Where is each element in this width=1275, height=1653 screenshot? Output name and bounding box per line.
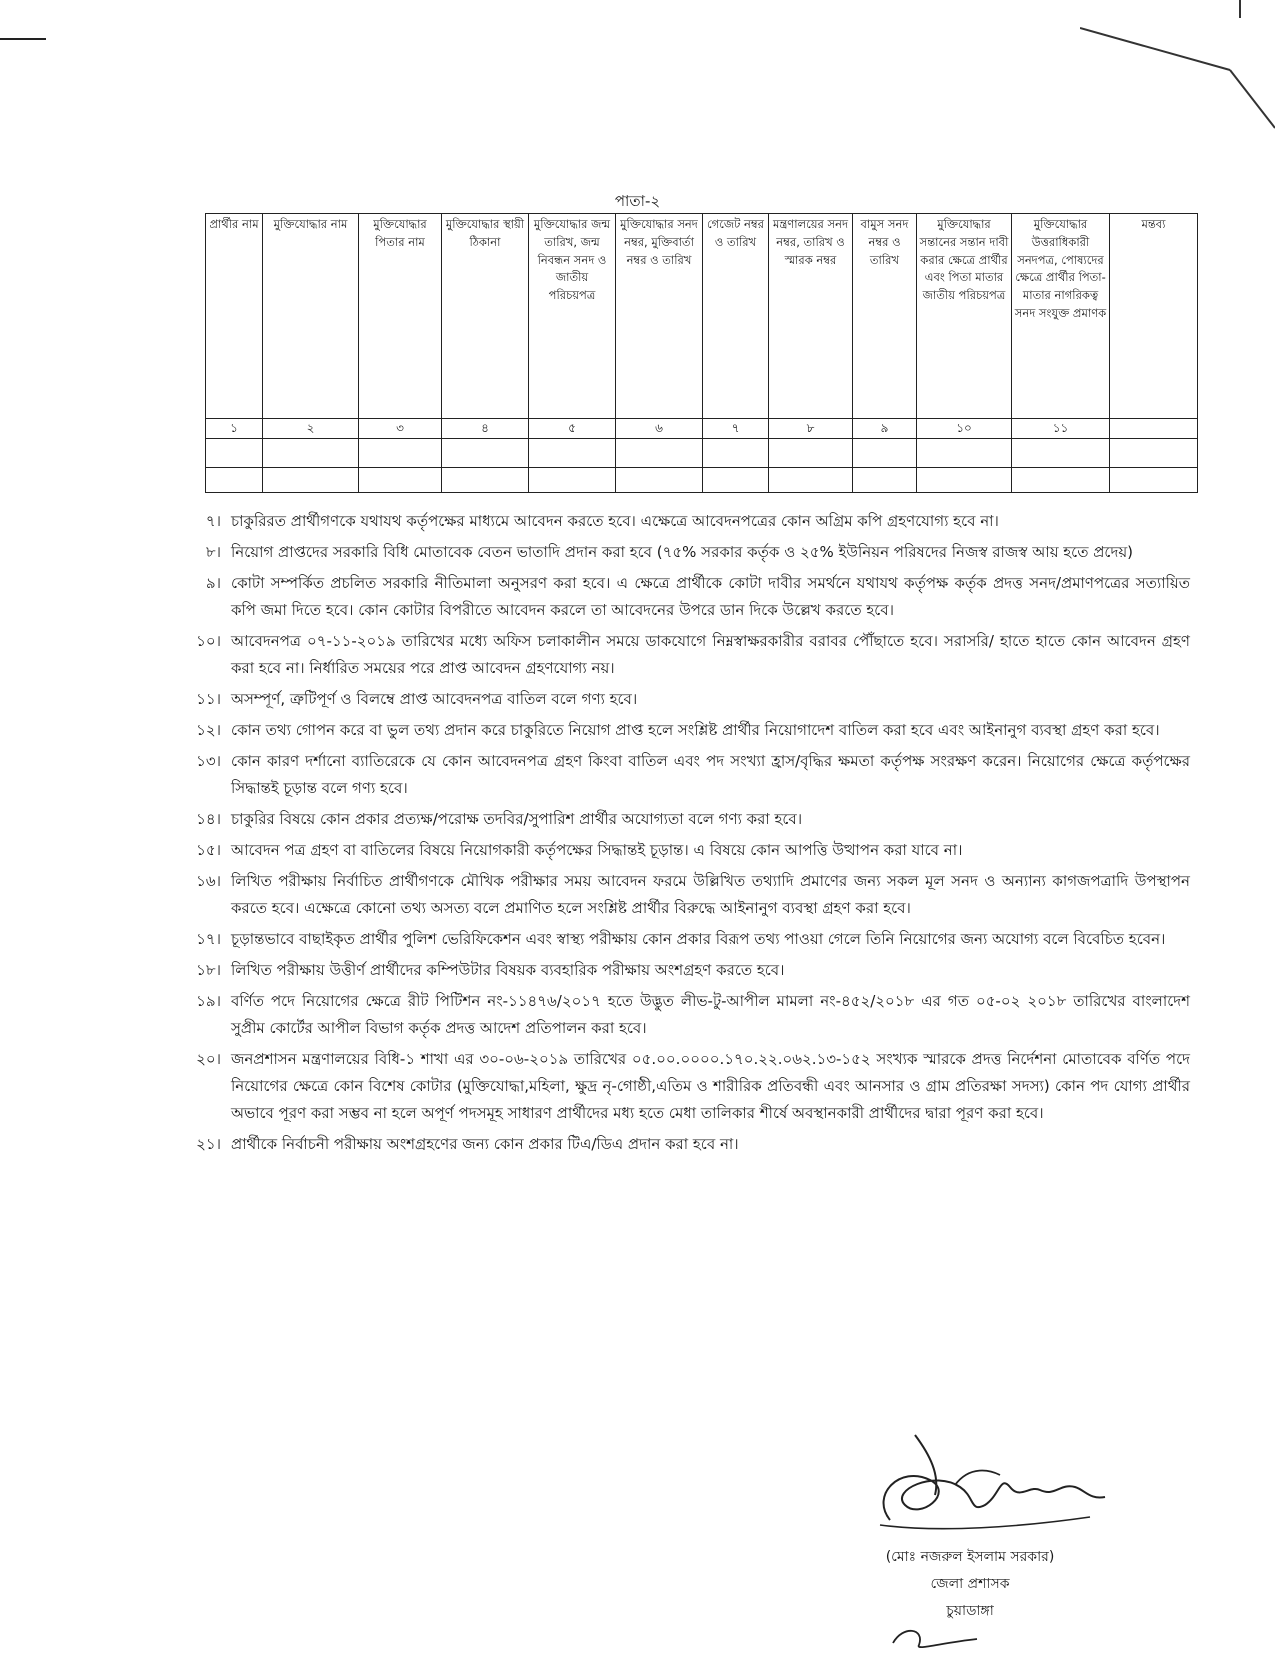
list-item — [175, 570, 1190, 624]
page-number-label: পাতা-২ — [614, 192, 661, 210]
item-number: ৯। — [205, 574, 221, 592]
column-number-cell: ৫ — [529, 419, 616, 439]
table-cell — [263, 467, 359, 492]
table-header-row — [206, 214, 1198, 419]
table-header-cell: মুক্তিযোদ্ধার সনদ নম্বর, মুক্তিবার্তা নম্বর ও তারিখ — [616, 214, 703, 419]
table-cell — [853, 438, 917, 467]
column-number-cell: ২ — [263, 419, 359, 439]
list-item — [175, 806, 1190, 833]
item-text: বর্ণিত পদে নিয়োগের ক্ষেত্রে রীট পিটিশন নং-১১৪৭৬/২০১৭ হতে উদ্ভুত লীভ-টু-আপীল মামলা নং-৪৫২/২০১৮ এর গত ০৫-০২ ২০১৮ তারিখের বাংলাদেশ সুপ্রীম কোর্টের আপীল বিভাগ কর্তৃক প্রদত্ত আদেশ প্রতিপালন করা হবে। — [231, 992, 1190, 1037]
table-cell — [206, 438, 263, 467]
item-text: চূড়ান্তভাবে বাছাইকৃত প্রার্থীর পুলিশ ভেরিফিকেশন এবং স্বাস্থ্য পরীক্ষায় কোন প্রকার বিরূপ তথ্য পাওয়া গেলে তিনি নিয়োগের জন্য অযোগ্য বলে বিবেচিত হবেন। — [231, 930, 1166, 948]
table-cell — [442, 438, 529, 467]
list-item — [175, 748, 1190, 802]
table-header-cell: প্রার্থীর নাম — [206, 214, 263, 419]
column-number-cell: ৬ — [616, 419, 703, 439]
table-column-number-row — [206, 419, 1198, 439]
list-item — [175, 868, 1190, 922]
item-text: অসম্পূর্ণ, ত্রুটিপূর্ণ ও বিলম্বে প্রাপ্ত আবেদনপত্র বাতিল বলে গণ্য হবে। — [231, 690, 638, 708]
item-number: ১৮। — [196, 961, 221, 979]
list-item — [175, 539, 1190, 566]
signatory-name: (মোঃ নজরুল ইসলাম সরকার) — [885, 1549, 1055, 1565]
table-header-cell: মুক্তিযোদ্ধার সন্তানের সন্তান দাবী করার ক্ষেত্রে প্রার্থীর এবং পিতা মাতার জাতীয় পরিচয়পত্র — [917, 214, 1012, 419]
table-header-cell: গেজেট নম্বর ও তারিখ — [703, 214, 769, 419]
table-cell — [1110, 467, 1198, 492]
table-cell — [917, 438, 1012, 467]
table-header-cell: মুক্তিযোদ্ধার পিতার নাম — [359, 214, 442, 419]
list-item — [175, 1131, 1190, 1158]
table-blank-row — [206, 438, 1198, 467]
table-cell — [1012, 467, 1110, 492]
column-number-cell: ৮ — [769, 419, 853, 439]
list-item — [175, 686, 1190, 713]
item-number: ১৫। — [196, 841, 221, 859]
item-number: ১৪। — [196, 810, 221, 828]
list-item — [175, 926, 1190, 953]
item-text: লিখিত পরীক্ষায় নির্বাচিত প্রার্থীগণকে মৌখিক পরীক্ষার সময় আবেদন ফরমে উল্লিখিত তথ্যাদি প্রমাণের জন্য সকল মূল সনদ ও অন্যান্য কাগজপত্রাদি উপস্থাপন করতে হবে। এক্ষেত্রে কোনো তথ্য অসত্য বলে প্রমাণিত হলে সংশ্লিষ্ট প্রার্থীর বিরুদ্ধে আইনানুগ ব্যবস্থা গ্রহণ করা হবে। — [231, 872, 1190, 917]
column-number-cell — [1110, 419, 1198, 439]
column-number-cell: ১১ — [1012, 419, 1110, 439]
item-text: চাকুরির বিষয়ে কোন প্রকার প্রত্যক্ষ/পরোক্ষ তদবির/সুপারিশ প্রার্থীর অযোগ্যতা বলে গণ্য করা হবে। — [231, 810, 803, 828]
item-number: ২১। — [196, 1135, 221, 1153]
list-item — [175, 508, 1190, 535]
table-cell — [616, 438, 703, 467]
column-number-cell: ৩ — [359, 419, 442, 439]
column-number-cell: ৭ — [703, 419, 769, 439]
table-cell — [263, 438, 359, 467]
table-cell — [206, 467, 263, 492]
table-cell — [359, 467, 442, 492]
table-cell — [853, 467, 917, 492]
initial-mark — [885, 1623, 985, 1653]
item-text: প্রার্থীকে নির্বাচনী পরীক্ষায় অংশগ্রহণের জন্য কোন প্রকার টিএ/ডিএ প্রদান করা হবে না। — [231, 1135, 739, 1153]
item-number: ১১। — [196, 690, 221, 708]
scan-edge-corner — [1080, 0, 1275, 130]
table-cell — [529, 467, 616, 492]
list-item — [175, 717, 1190, 744]
freedom-fighter-quota-table — [205, 213, 1198, 493]
table-header-cell: মুক্তিযোদ্ধার নাম — [263, 214, 359, 419]
table-blank-row — [206, 467, 1198, 492]
item-text: চাকুরিরত প্রার্থীগণকে যথাযথ কর্তৃপক্ষের মাধ্যমে আবেদন করতে হবে। এক্ষেত্রে আবেদনপত্রের কোন অগ্রিম কপি গ্রহণযোগ্য হবে না। — [231, 512, 999, 530]
table-cell — [769, 438, 853, 467]
list-item — [175, 957, 1190, 984]
table-header-cell: মুক্তিযোদ্ধার উত্তরাধিকারী সনদপত্র, পোষ্যদের ক্ষেত্রে প্রার্থীর পিতা-মাতার নাগরিকত্ব সনদ সংযুক্ত প্রমাণক — [1012, 214, 1110, 419]
column-number-cell: ৪ — [442, 419, 529, 439]
scan-edge-left — [0, 38, 46, 40]
table-header-cell: মুক্তিযোদ্ধার জন্ম তারিখ, জন্ম নিবন্ধন সনদ ও জাতীয় পরিচয়পত্র — [529, 214, 616, 419]
item-number: ১০। — [196, 632, 221, 650]
table-header-cell: মন্ত্রণালয়ের সনদ নম্বর, তারিখ ও স্মারক নম্বর — [769, 214, 853, 419]
item-number: ৮। — [205, 543, 221, 561]
item-text: আবেদনপত্র ০৭-১১-২০১৯ তারিখের মধ্যে অফিস চলাকালীন সময়ে ডাকযোগে নিম্নস্বাক্ষরকারীর বরাবর পৌঁছাতে হবে। সরাসরি/ হাতে হাতে কোন আবেদন গ্রহণ করা হবে না। নির্ধারিত সময়ের পরে প্রাপ্ত আবেদন গ্রহণযোগ্য নয়। — [231, 632, 1190, 677]
item-text: লিখিত পরীক্ষায় উত্তীর্ণ প্রার্থীদের কম্পিউটার বিষয়ক ব্যবহারিক পরীক্ষায় অংশগ্রহণ করতে হবে। — [231, 961, 785, 979]
item-text: কোন তথ্য গোপন করে বা ভুল তথ্য প্রদান করে চাকুরিতে নিয়োগ প্রাপ্ত হলে সংশ্লিষ্ট প্রার্থীর নিয়োগাদেশ বাতিল করা হবে এবং আইনানুগ ব্যবস্থা গ্রহণ করা হবে। — [231, 721, 1160, 739]
item-text: নিয়োগ প্রাপ্তদের সরকারি বিধি মোতাবেক বেতন ভাতাদি প্রদান করা হবে (৭৫% সরকার কর্তৃক ও ২৫% ইউনিয়ন পরিষদের নিজস্ব রাজস্ব আয় হতে প্রদেয়) — [231, 543, 1134, 561]
table-cell — [917, 467, 1012, 492]
list-item — [175, 988, 1190, 1042]
table-cell — [703, 438, 769, 467]
column-number-cell: ১ — [206, 419, 263, 439]
item-text: কোটা সম্পর্কিত প্রচলিত সরকারি নীতিমালা অনুসরণ করা হবে। এ ক্ষেত্রে প্রার্থীকে কোটা দাবীর সমর্থনে যথাযথ কর্তৃপক্ষ কর্তৃক প্রদত্ত সনদ/প্রমাণপত্রের সত্যায়িত কপি জমা দিতে হবে। কোন কোটার বিপরীতে আবেদন করলে তা আবেদনের উপরে ডান দিকে উল্লেখ করতে হবে। — [231, 574, 1190, 619]
table-header-cell: মন্তব্য — [1110, 214, 1198, 419]
table-cell — [359, 438, 442, 467]
item-number: ১৩। — [196, 752, 221, 770]
table-cell — [616, 467, 703, 492]
item-text: জনপ্রশাসন মন্ত্রণালয়ের বিধি-১ শাখা এর ৩০-০৬-২০১৯ তারিখের ০৫.০০.০০০০.১৭০.২২.০৬২.১৩-১৫২ সংখ্যক স্মারকে প্রদত্ত নির্দেশনা মোতাবেক বর্ণিত পদে নিয়োগের ক্ষেত্রে কোন বিশেষ কোটার (মুক্তিযোদ্ধা,মহিলা, ক্ষুদ্র নৃ-গোষ্ঠী,এতিম ও শারীরিক প্রতিবন্ধী এবং আনসার ও গ্রাম প্রতিরক্ষা সদস্য) কোন পদ যোগ্য প্রার্থীর অভাবে পূরণ করা সম্ভব না হলে অপূর্ণ পদসমূহ সাধারণ প্রার্থীদের মধ্য হতে মেধা তালিকার শীর্ষে অবস্থানকারী প্রার্থীদের দ্বারা পূরণ করা হবে। — [231, 1050, 1190, 1122]
list-item — [175, 628, 1190, 682]
list-item — [175, 837, 1190, 864]
table-header-cell: মুক্তিযোদ্ধার স্থায়ী ঠিকানা — [442, 214, 529, 419]
table-cell — [1012, 438, 1110, 467]
table-cell — [529, 438, 616, 467]
handwritten-signature — [860, 1425, 1110, 1540]
column-number-cell: ১০ — [917, 419, 1012, 439]
table-cell — [442, 467, 529, 492]
table-cell — [1110, 438, 1198, 467]
item-text: কোন কারণ দর্শানো ব্যাতিরেকে যে কোন আবেদনপত্র গ্রহণ কিংবা বাতিল এবং পদ সংখ্যা হ্রাস/বৃদ্ধির ক্ষমতা কর্তৃপক্ষ সংরক্ষণ করেন। নিয়োগের ক্ষেত্রে কর্তৃপক্ষের সিদ্ধান্তই চূড়ান্ত বলে গণ্য হবে। — [231, 752, 1190, 797]
conditions-list — [175, 508, 1190, 1162]
item-number: ১৭। — [196, 930, 221, 948]
item-number: ১৯। — [196, 992, 221, 1010]
table-header-cell: বামুস সনদ নম্বর ও তারিখ — [853, 214, 917, 419]
item-number: ২০। — [196, 1050, 221, 1068]
item-number: ১২। — [196, 721, 221, 739]
item-number: ১৬। — [196, 872, 221, 890]
table-cell — [703, 467, 769, 492]
signatory-location: চুয়াডাঙ্গা — [946, 1603, 994, 1619]
column-number-cell: ৯ — [853, 419, 917, 439]
signatory-designation: জেলা প্রশাসক — [930, 1576, 1010, 1592]
list-item — [175, 1046, 1190, 1127]
table-cell — [769, 467, 853, 492]
item-text: আবেদন পত্র গ্রহণ বা বাতিলের বিষয়ে নিয়োগকারী কর্তৃপক্ষের সিদ্ধান্তই চূড়ান্ত। এ বিষয়ে কোন আপত্তি উত্থাপন করা যাবে না। — [231, 841, 963, 859]
item-number: ৭। — [205, 512, 221, 530]
